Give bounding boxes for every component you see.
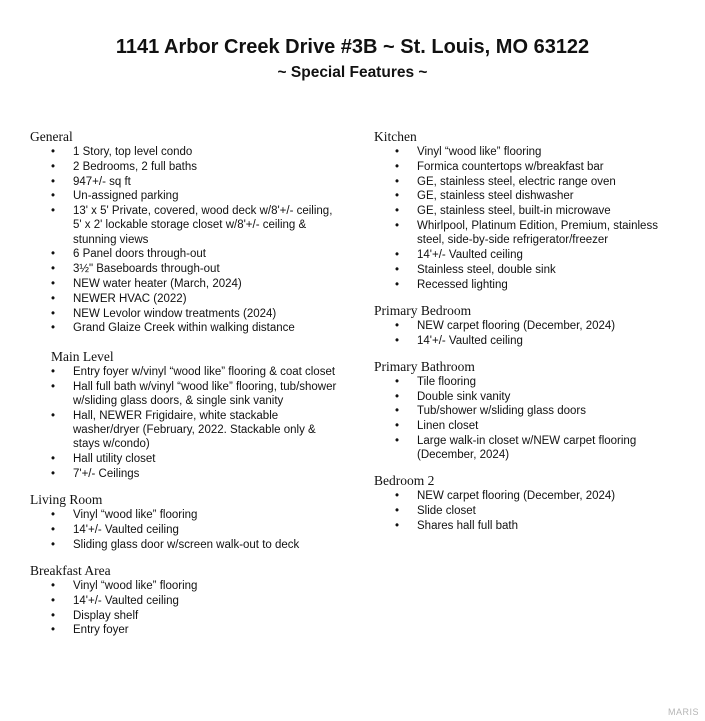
list-item: • GE, stainless steel, electric range oven	[374, 175, 674, 189]
section-heading-primary-bedroom: Primary Bedroom	[374, 302, 472, 318]
list-item: • 14'+/- Vaulted ceiling	[374, 334, 674, 348]
section-heading-breakfast-area: Breakfast Area	[30, 562, 111, 578]
list-item: • Vinyl “wood like” flooring	[30, 579, 340, 593]
section-living-room	[30, 491, 340, 552]
list-item: • Hall, NEWER Frigidaire, white stackable washer/dryer (February, 2022. Stackable only & stays w/condo)	[30, 409, 340, 452]
list-item: • Formica countertops w/breakfast bar	[374, 160, 674, 174]
feature-list-general	[30, 145, 340, 336]
list-item: • Entry foyer w/vinyl “wood like” flooring & coat closet	[30, 365, 340, 379]
section-heading-main-level: Main Level	[51, 349, 114, 365]
list-item: • Stainless steel, double sink	[374, 263, 674, 277]
right-column	[374, 128, 674, 543]
list-item: • Sliding glass door w/screen walk-out to deck	[30, 538, 340, 552]
list-item: • Vinyl “wood like” flooring	[30, 508, 340, 522]
list-item: • 14'+/- Vaulted ceiling	[374, 248, 674, 262]
list-item: • GE, stainless steel dishwasher	[374, 189, 674, 203]
section-general	[30, 128, 340, 481]
list-item: • 14'+/- Vaulted ceiling	[30, 523, 340, 537]
page-subtitle: ~ Special Features ~	[277, 64, 428, 81]
list-item: • Grand Glaize Creek within walking distance	[30, 321, 340, 335]
feature-list-primary-bathroom	[374, 375, 674, 463]
list-item: • Hall full bath w/vinyl “wood like” flooring, tub/shower w/sliding glass doors, & single sink vanity	[30, 380, 340, 408]
feature-list-main-level	[30, 365, 340, 481]
list-item: • Recessed lighting	[374, 278, 674, 292]
list-item: • NEW carpet flooring (December, 2024)	[374, 489, 674, 503]
list-item: • Linen closet	[374, 419, 674, 433]
list-item: • Un-assigned parking	[30, 189, 340, 203]
section-primary-bathroom	[374, 358, 674, 463]
list-item: • 13' x 5' Private, covered, wood deck w/8'+/- ceiling, 5' x 2' lockable storage closet w/8'+/- ceiling & stunning views	[30, 204, 340, 247]
list-item: • 6 Panel doors through-out	[30, 247, 340, 261]
list-item: • Slide closet	[374, 504, 674, 518]
feature-list-primary-bedroom	[374, 319, 674, 348]
list-item: • 14'+/- Vaulted ceiling	[30, 594, 340, 608]
watermark-logo: MARIS	[667, 707, 699, 717]
list-item: • 3½" Baseboards through-out	[30, 262, 340, 276]
list-item: • NEW carpet flooring (December, 2024)	[374, 319, 674, 333]
feature-list-living-room	[30, 508, 340, 552]
list-item: • Display shelf	[30, 609, 340, 623]
list-item: • Tile flooring	[374, 375, 674, 389]
section-heading-general: General	[30, 129, 73, 144]
list-item: • Entry foyer	[30, 623, 340, 637]
list-item: • Hall utility closet	[30, 452, 340, 466]
section-heading-living-room: Living Room	[30, 492, 103, 508]
section-kitchen	[374, 128, 674, 292]
feature-list-breakfast-area	[30, 579, 340, 638]
list-item: • GE, stainless steel, built-in microwave	[374, 204, 674, 218]
list-item: • NEW water heater (March, 2024)	[30, 277, 340, 291]
section-primary-bedroom	[374, 302, 674, 348]
list-item: • Double sink vanity	[374, 390, 674, 404]
list-item: • Vinyl “wood like” flooring	[374, 145, 674, 159]
section-heading-primary-bathroom: Primary Bathroom	[374, 358, 475, 374]
list-item: • 2 Bedrooms, 2 full baths	[30, 160, 340, 174]
list-item: • 1 Story, top level condo	[30, 145, 340, 159]
list-item: • Large walk-in closet w/NEW carpet flooring (December, 2024)	[374, 434, 674, 462]
list-item: • Tub/shower w/sliding glass doors	[374, 404, 674, 418]
section-heading-bedroom-2: Bedroom 2	[374, 473, 435, 489]
list-item: • NEW Levolor window treatments (2024)	[30, 307, 340, 321]
section-breakfast-area	[30, 562, 340, 638]
left-column	[30, 128, 340, 648]
section-heading-kitchen: Kitchen	[374, 129, 417, 144]
section-bedroom-2	[374, 472, 674, 533]
list-item: • 7'+/- Ceilings	[30, 467, 340, 481]
list-item: • 947+/- sq ft	[30, 175, 340, 189]
feature-list-kitchen	[374, 145, 674, 292]
page-title: 1141 Arbor Creek Drive #3B ~ St. Louis, MO 63122	[115, 36, 590, 58]
list-item: • Shares hall full bath	[374, 519, 674, 533]
list-item: • NEWER HVAC (2022)	[30, 292, 340, 306]
feature-list-bedroom-2	[374, 489, 674, 533]
list-item: • Whirlpool, Platinum Edition, Premium, stainless steel, side-by-side refrigerator/freezer	[374, 219, 674, 247]
